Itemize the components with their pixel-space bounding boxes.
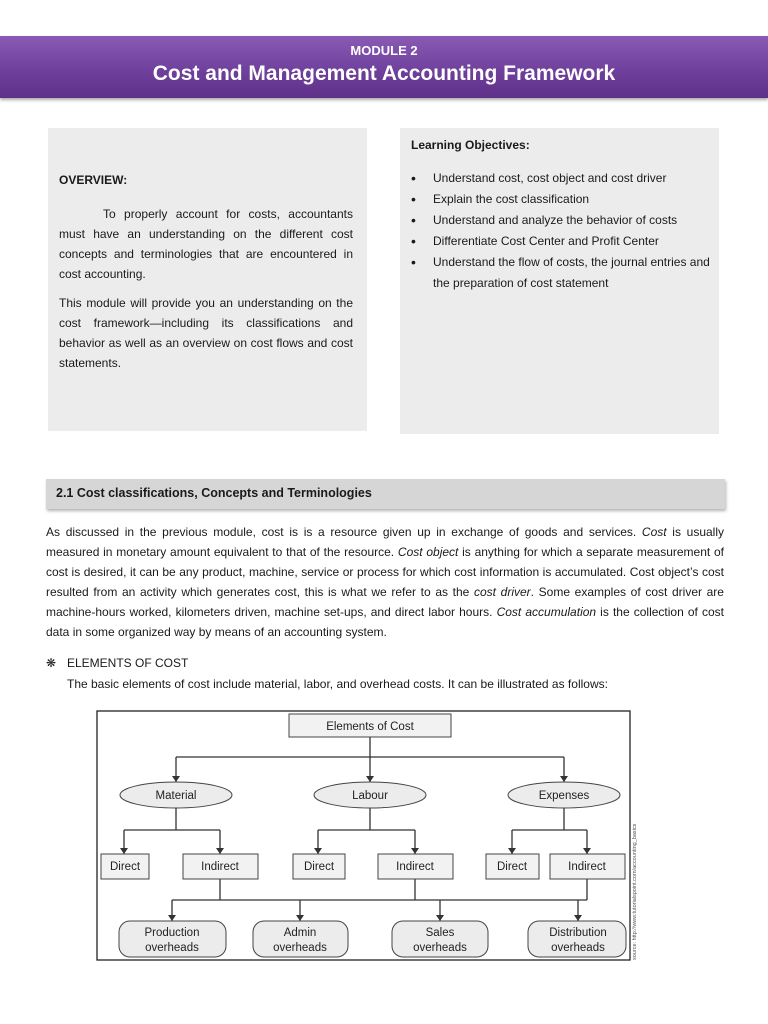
page-title: Cost and Management Accounting Framework xyxy=(152,62,616,85)
elements-description: The basic elements of cost include material, labor, and overhead costs. It can be illustrated as follows: xyxy=(67,677,608,691)
direct-label: Direct xyxy=(303,861,335,873)
objective-item: • Explain the cost classification xyxy=(411,189,711,210)
overview-paragraph-2: This module will provide you an understanding on the cost framework—including its classifications and behavior as well as an overview on cost flows and cost statements. xyxy=(59,296,353,370)
overview-heading: OVERVIEW: xyxy=(59,173,128,187)
term-cost: Cost xyxy=(641,525,667,539)
para-text: is the collection of cost data in some organized way by means of an accounting system. xyxy=(46,605,724,639)
root-label: Elements of Cost xyxy=(326,721,414,733)
indirect-label: Indirect xyxy=(201,861,239,873)
para-text: . Some examples of cost driver are machine-hours worked, kilometers driven, machine set-ups, and direct labor hours. xyxy=(46,585,724,619)
overhead-label: Sales xyxy=(425,927,455,939)
overhead-label: overheads xyxy=(413,942,467,954)
category-label: Material xyxy=(155,790,197,802)
indirect-label: Indirect xyxy=(568,861,606,873)
term-cost-accumulation: Cost accumulation xyxy=(496,605,597,619)
overhead-label: Admin xyxy=(283,927,317,939)
overview-paragraph-1: To properly account for costs, accountants must have an understanding on the different cost concepts and terminologies that are encountered in cost accounting. xyxy=(59,207,353,281)
source-credit: source: http://www.tutorialspoint.com/accounting_basics xyxy=(632,823,638,960)
objective-item: • Differentiate Cost Center and Profit Center xyxy=(411,231,711,252)
direct-label: Direct xyxy=(496,861,528,873)
term-cost-object: Cost object xyxy=(397,545,459,559)
indirect-label: Indirect xyxy=(396,861,434,873)
elements-label: ELEMENTS OF COST xyxy=(67,656,189,670)
module-number: MODULE 2 xyxy=(350,43,418,58)
objective-item: • Understand the flow of costs, the journal entries and the preparation of cost statement xyxy=(411,252,711,293)
objectives-heading: Learning Objectives: xyxy=(411,138,530,152)
overhead-label: overheads xyxy=(273,942,327,954)
objective-item: • Understand and analyze the behavior of costs xyxy=(411,210,711,231)
category-label: Labour xyxy=(352,790,388,802)
section-title: 2.1 Cost classifications, Concepts and Terminologies xyxy=(56,486,372,500)
para-text: is usually measured in monetary amount equivalent to that of the resource. xyxy=(46,525,725,559)
asterisk-bullet-icon: ❋ xyxy=(46,656,57,670)
overhead-label: Distribution xyxy=(549,927,607,939)
para-text: As discussed in the previous module, cost is is a resource given up in exchange of goods and services. xyxy=(46,525,642,539)
term-cost-driver: cost driver xyxy=(473,585,531,599)
objective-item: • Understand cost, cost object and cost driver xyxy=(411,168,711,189)
category-label: Expenses xyxy=(538,790,590,802)
direct-label: Direct xyxy=(109,861,141,873)
overhead-label: overheads xyxy=(551,942,605,954)
overhead-label: overheads xyxy=(145,942,199,954)
overhead-label: Production xyxy=(144,927,200,939)
para-text: is anything for which a separate measurement of cost is desired, it can be any product, machine, service or process for which cost information is accumulated. Cost object’s cost resulted from an activity which generates cost, this is what we refer to as the xyxy=(46,545,725,599)
